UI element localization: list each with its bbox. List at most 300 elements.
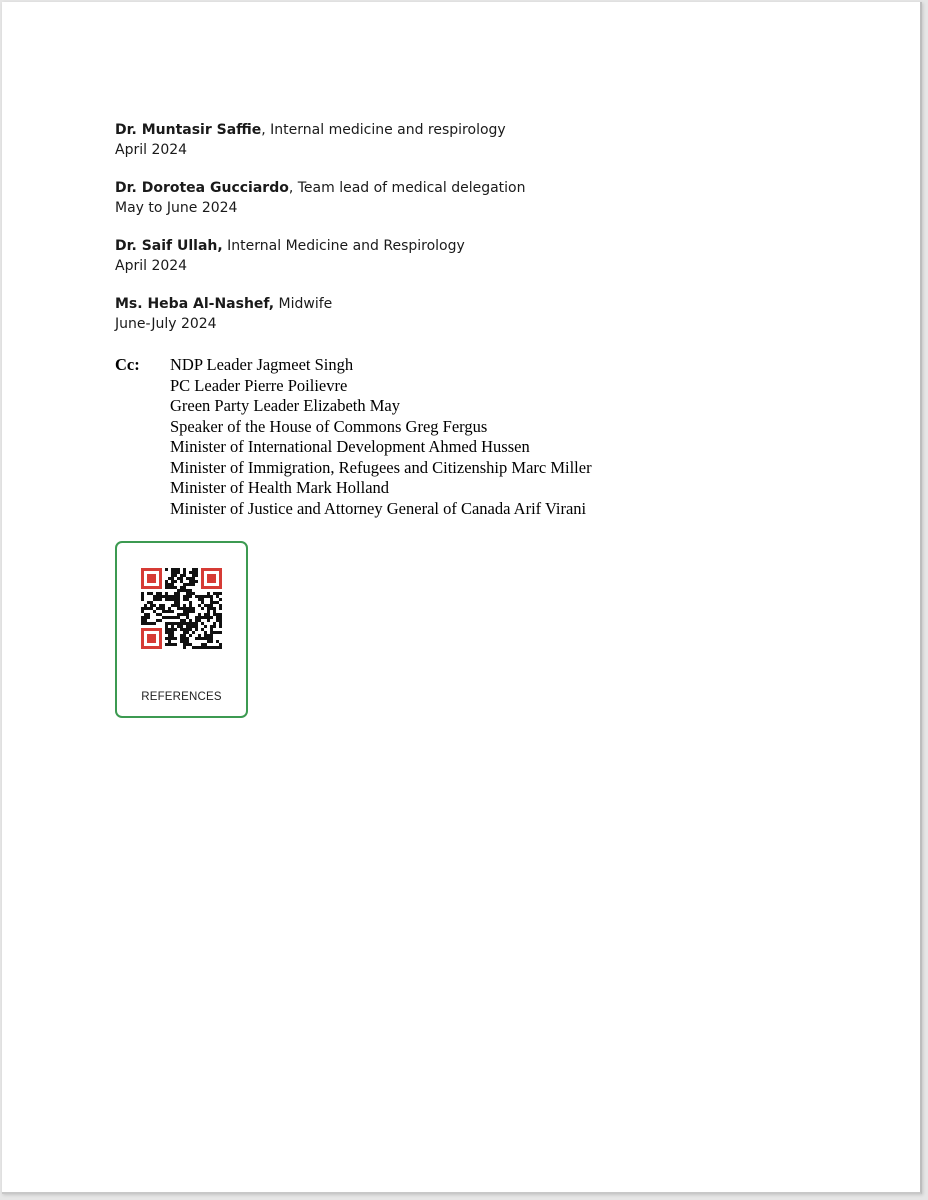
qr-module — [165, 625, 168, 628]
qr-module — [183, 595, 186, 598]
qr-module — [219, 619, 222, 622]
qr-module — [189, 634, 192, 637]
qr-module — [177, 625, 180, 628]
qr-module — [219, 622, 222, 625]
qr-module — [177, 568, 180, 571]
qr-module — [183, 610, 186, 613]
qr-module — [210, 607, 213, 610]
qr-module — [219, 592, 222, 595]
signatory-entry — [115, 179, 715, 218]
qr-module — [213, 592, 216, 595]
signatory-date: May to June 2024 — [115, 199, 238, 216]
qr-module — [198, 616, 201, 619]
qr-module — [189, 601, 192, 604]
qr-module — [210, 634, 213, 637]
qr-module — [168, 640, 171, 643]
qr-module — [204, 637, 207, 640]
qr-module — [213, 610, 216, 613]
qr-module — [183, 637, 186, 640]
qr-module — [174, 568, 177, 571]
qr-module — [171, 643, 174, 646]
qr-module — [168, 637, 171, 640]
qr-module — [210, 640, 213, 643]
qr-module — [159, 598, 162, 601]
qr-module — [183, 634, 186, 637]
qr-module — [150, 607, 153, 610]
qr-module — [156, 595, 159, 598]
qr-module — [165, 631, 168, 634]
qr-module — [171, 586, 174, 589]
cc-recipient: Minister of Justice and Attorney General of Canada Arif Virani — [170, 498, 587, 518]
qr-finder-center — [207, 574, 216, 583]
qr-module — [207, 640, 210, 643]
signatory-date: April 2024 — [115, 257, 188, 274]
qr-module — [159, 613, 162, 616]
qr-module — [207, 616, 210, 619]
qr-module — [210, 628, 213, 631]
qr-module — [150, 601, 153, 604]
qr-module — [165, 637, 168, 640]
qr-module — [174, 571, 177, 574]
signatory-name: Dr. Muntasir Saffie — [115, 122, 262, 138]
qr-module — [171, 628, 174, 631]
qr-module — [150, 604, 153, 607]
qr-module — [189, 580, 192, 583]
qr-module — [162, 607, 165, 610]
qr-module — [165, 592, 168, 595]
qr-module — [177, 577, 180, 580]
qr-module — [180, 580, 183, 583]
qr-module — [192, 631, 195, 634]
qr-module — [174, 598, 177, 601]
qr-module — [141, 622, 144, 625]
qr-module — [192, 574, 195, 577]
references-qr-card[interactable] — [115, 541, 248, 718]
qr-module — [174, 604, 177, 607]
qr-module — [216, 640, 219, 643]
qr-module — [153, 610, 156, 613]
qr-module — [195, 646, 198, 649]
qr-code-icon[interactable] — [141, 568, 222, 649]
qr-module — [201, 595, 204, 598]
qr-module — [165, 643, 168, 646]
qr-module — [174, 601, 177, 604]
cc-label: Cc: — [115, 355, 140, 374]
qr-module — [207, 592, 210, 595]
qr-module — [141, 598, 144, 601]
qr-module — [210, 601, 213, 604]
qr-module — [189, 628, 192, 631]
qr-module — [207, 646, 210, 649]
qr-module — [216, 601, 219, 604]
qr-module — [180, 640, 183, 643]
qr-module — [216, 631, 219, 634]
qr-module — [186, 643, 189, 646]
qr-module — [174, 616, 177, 619]
qr-module — [168, 607, 171, 610]
qr-module — [210, 631, 213, 634]
qr-module — [180, 586, 183, 589]
qr-module — [168, 634, 171, 637]
qr-module — [213, 622, 216, 625]
qr-module — [180, 589, 183, 592]
qr-module — [207, 607, 210, 610]
signatory-date: April 2024 — [115, 141, 188, 158]
qr-module — [180, 625, 183, 628]
document-page — [2, 2, 922, 1194]
qr-module — [195, 622, 198, 625]
qr-module — [162, 604, 165, 607]
qr-module — [156, 619, 159, 622]
signatory-name: Ms. Heba Al-Nashef, — [115, 296, 275, 312]
qr-module — [219, 613, 222, 616]
qr-module — [144, 619, 147, 622]
qr-module — [183, 604, 186, 607]
qr-module — [186, 607, 189, 610]
qr-module — [168, 616, 171, 619]
qr-module — [210, 598, 213, 601]
qr-module — [180, 613, 183, 616]
qr-module — [165, 622, 168, 625]
qr-module — [165, 595, 168, 598]
qr-module — [186, 628, 189, 631]
qr-module — [186, 622, 189, 625]
qr-module — [213, 625, 216, 628]
qr-module — [186, 616, 189, 619]
qr-module — [183, 619, 186, 622]
qr-module — [147, 607, 150, 610]
qr-module — [165, 568, 168, 571]
qr-module — [198, 595, 201, 598]
qr-module — [189, 589, 192, 592]
signatory-name: Dr. Saif Ullah, — [115, 238, 223, 254]
cc-recipient: Minister of Health Mark Holland — [170, 478, 390, 497]
qr-module — [171, 580, 174, 583]
qr-module — [192, 610, 195, 613]
qr-module — [207, 613, 210, 616]
qr-module — [174, 592, 177, 595]
qr-module — [216, 613, 219, 616]
qr-module — [171, 610, 174, 613]
qr-module — [174, 586, 177, 589]
qr-module — [204, 634, 207, 637]
qr-module — [189, 625, 192, 628]
signatory-role: , Team lead of medical delegation — [288, 180, 526, 196]
qr-module — [144, 613, 147, 616]
cc-recipient: NDP Leader Jagmeet Singh — [170, 355, 354, 374]
qr-module — [186, 631, 189, 634]
qr-module — [183, 628, 186, 631]
qr-module — [183, 571, 186, 574]
cc-recipient: Green Party Leader Elizabeth May — [170, 396, 400, 415]
qr-module — [174, 622, 177, 625]
qr-module — [195, 574, 198, 577]
qr-module — [141, 619, 144, 622]
qr-module — [159, 604, 162, 607]
qr-module — [174, 628, 177, 631]
qr-module — [195, 616, 198, 619]
qr-module — [177, 589, 180, 592]
qr-module — [144, 607, 147, 610]
qr-module — [183, 643, 186, 646]
qr-module — [189, 604, 192, 607]
signatory-name: Dr. Dorotea Gucciardo — [115, 180, 289, 196]
qr-module — [192, 646, 195, 649]
qr-module — [192, 568, 195, 571]
qr-module — [195, 625, 198, 628]
qr-module — [189, 643, 192, 646]
qr-module — [141, 610, 144, 613]
qr-module — [189, 571, 192, 574]
qr-module — [159, 592, 162, 595]
qr-module — [159, 607, 162, 610]
qr-module — [141, 607, 144, 610]
qr-module — [183, 583, 186, 586]
qr-module — [177, 601, 180, 604]
qr-module — [219, 643, 222, 646]
signatory-entry — [115, 121, 715, 160]
qr-module — [195, 568, 198, 571]
qr-module — [165, 628, 168, 631]
qr-module — [207, 595, 210, 598]
qr-module — [186, 613, 189, 616]
qr-module — [183, 589, 186, 592]
qr-module — [183, 574, 186, 577]
qr-module — [165, 580, 168, 583]
qr-module — [168, 586, 171, 589]
qr-module — [177, 622, 180, 625]
qr-module — [186, 640, 189, 643]
qr-module — [198, 637, 201, 640]
qr-module — [171, 598, 174, 601]
qr-module — [204, 616, 207, 619]
qr-module — [189, 583, 192, 586]
qr-module — [219, 598, 222, 601]
qr-module — [171, 634, 174, 637]
qr-module — [186, 637, 189, 640]
signatory-list — [115, 121, 715, 353]
qr-module — [180, 628, 183, 631]
signatory-entry — [115, 237, 715, 276]
qr-module — [162, 595, 165, 598]
qr-module — [189, 622, 192, 625]
qr-module — [183, 646, 186, 649]
signatory-role: Midwife — [274, 296, 333, 312]
qr-module — [195, 619, 198, 622]
qr-module — [177, 616, 180, 619]
qr-module — [201, 628, 204, 631]
qr-module — [186, 583, 189, 586]
qr-module — [168, 595, 171, 598]
qr-module — [144, 604, 147, 607]
qr-module — [216, 592, 219, 595]
qr-module — [216, 616, 219, 619]
qr-module — [174, 574, 177, 577]
qr-module — [183, 568, 186, 571]
qr-module — [183, 640, 186, 643]
qr-module — [147, 613, 150, 616]
signatory-role: Internal Medicine and Respirology — [222, 238, 465, 254]
qr-module — [171, 577, 174, 580]
qr-module — [201, 643, 204, 646]
qr-module — [195, 571, 198, 574]
qr-module — [195, 637, 198, 640]
qr-module — [201, 598, 204, 601]
qr-module — [204, 595, 207, 598]
qr-module — [144, 616, 147, 619]
qr-module — [210, 646, 213, 649]
qr-module — [174, 580, 177, 583]
cc-recipient: Minister of Immigration, Refugees and Citizenship Marc Miller — [170, 457, 592, 477]
qr-module — [159, 619, 162, 622]
qr-module — [201, 616, 204, 619]
qr-module — [168, 628, 171, 631]
qr-module — [174, 643, 177, 646]
qr-module — [150, 622, 153, 625]
qr-module — [171, 583, 174, 586]
qr-module — [198, 646, 201, 649]
qr-module — [183, 598, 186, 601]
qr-module — [195, 580, 198, 583]
qr-module — [171, 637, 174, 640]
qr-module — [201, 646, 204, 649]
qr-module — [147, 616, 150, 619]
qr-module — [201, 622, 204, 625]
qr-module — [210, 616, 213, 619]
qr-module — [207, 610, 210, 613]
qr-module — [174, 637, 177, 640]
qr-module — [177, 595, 180, 598]
qr-module — [210, 595, 213, 598]
qr-module — [174, 595, 177, 598]
qr-module — [210, 604, 213, 607]
qr-module — [219, 616, 222, 619]
qr-module — [219, 607, 222, 610]
qr-module — [165, 586, 168, 589]
qr-module — [186, 577, 189, 580]
qr-module — [192, 592, 195, 595]
qr-module — [159, 595, 162, 598]
qr-module — [162, 616, 165, 619]
qr-module — [219, 604, 222, 607]
qr-module — [165, 616, 168, 619]
qr-module — [207, 634, 210, 637]
qr-module — [204, 643, 207, 646]
qr-module — [213, 646, 216, 649]
qr-module — [186, 592, 189, 595]
qr-module — [171, 631, 174, 634]
qr-module — [198, 634, 201, 637]
qr-module — [141, 592, 144, 595]
qr-module — [153, 595, 156, 598]
qr-module — [189, 577, 192, 580]
qr-module — [171, 625, 174, 628]
qr-module — [186, 598, 189, 601]
qr-module — [177, 607, 180, 610]
cc-recipient-list — [170, 355, 592, 519]
qr-module — [168, 577, 171, 580]
qr-module — [165, 598, 168, 601]
qr-module — [189, 592, 192, 595]
qr-module — [171, 574, 174, 577]
qr-module — [213, 613, 216, 616]
qr-module — [147, 622, 150, 625]
qr-module — [168, 631, 171, 634]
qr-module — [180, 574, 183, 577]
qr-module — [204, 646, 207, 649]
qr-module — [177, 571, 180, 574]
qr-module — [153, 622, 156, 625]
qr-module — [201, 607, 204, 610]
qr-module — [219, 646, 222, 649]
qr-module — [183, 622, 186, 625]
cc-recipient: PC Leader Pierre Poilievre — [170, 375, 348, 395]
qr-module — [177, 604, 180, 607]
qr-module — [156, 613, 159, 616]
qr-module — [180, 577, 183, 580]
qr-module — [192, 607, 195, 610]
qr-module — [207, 619, 210, 622]
qr-module — [195, 595, 198, 598]
qr-module — [156, 598, 159, 601]
qr-module — [147, 601, 150, 604]
qr-module — [201, 601, 204, 604]
qr-module — [168, 622, 171, 625]
qr-module — [180, 622, 183, 625]
qr-module — [192, 571, 195, 574]
qr-module — [171, 604, 174, 607]
qr-module — [213, 607, 216, 610]
qr-module — [213, 631, 216, 634]
signatory-entry — [115, 295, 715, 334]
qr-module — [180, 607, 183, 610]
qr-module — [165, 583, 168, 586]
qr-module — [192, 580, 195, 583]
qr-module — [183, 586, 186, 589]
qr-module — [186, 625, 189, 628]
qr-module — [207, 637, 210, 640]
qr-module — [168, 643, 171, 646]
qr-module — [210, 637, 213, 640]
qr-module — [171, 568, 174, 571]
qr-module — [177, 592, 180, 595]
qr-module — [210, 625, 213, 628]
qr-module — [192, 622, 195, 625]
qr-module — [216, 646, 219, 649]
qr-finder-center — [147, 634, 156, 643]
qr-module — [204, 604, 207, 607]
qr-module — [186, 589, 189, 592]
qr-module — [180, 637, 183, 640]
qr-module — [186, 610, 189, 613]
qr-module — [171, 616, 174, 619]
qr-module — [153, 604, 156, 607]
qr-module — [198, 613, 201, 616]
qr-module — [180, 634, 183, 637]
qr-module — [162, 610, 165, 613]
references-caption: REFERENCES — [141, 691, 222, 703]
signatory-date: June-July 2024 — [115, 315, 217, 332]
qr-module — [198, 619, 201, 622]
qr-module — [177, 598, 180, 601]
qr-module — [186, 595, 189, 598]
qr-module — [180, 619, 183, 622]
qr-module — [219, 631, 222, 634]
qr-module — [192, 577, 195, 580]
qr-module — [183, 613, 186, 616]
qr-module — [204, 625, 207, 628]
qr-module — [189, 619, 192, 622]
